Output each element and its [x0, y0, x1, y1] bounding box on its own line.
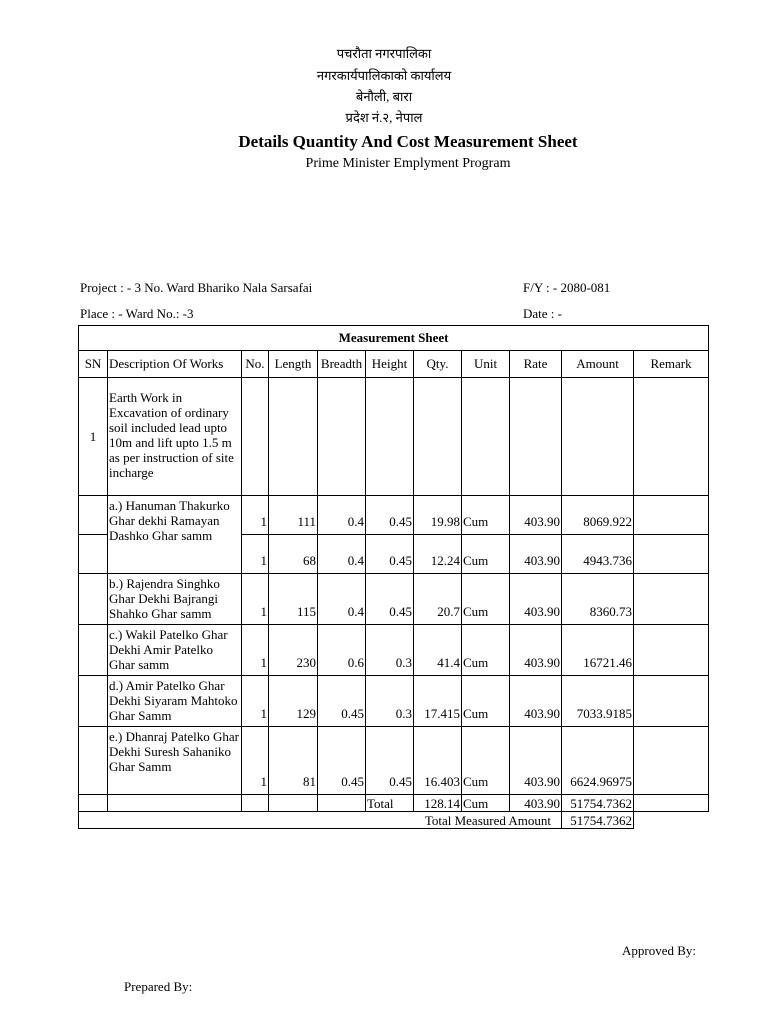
empty-cell [318, 795, 366, 812]
height-cell: 0.45 [366, 727, 414, 795]
remark-cell [634, 676, 709, 727]
qty-cell: 19.98 [414, 496, 462, 535]
height-cell: 0.45 [366, 535, 414, 574]
remark-cell [634, 625, 709, 676]
column-header: Description Of Works [108, 351, 242, 378]
remark-cell [634, 535, 709, 574]
sn-cell [79, 574, 108, 625]
measurement-row [79, 574, 709, 625]
column-header: Unit [462, 351, 510, 378]
office-department: नगरकार्यपालिकाको कार्यालय [316, 68, 452, 83]
amount-cell: 8069.922 [562, 496, 634, 535]
remark-cell [634, 496, 709, 535]
breadth-cell: 0.4 [318, 496, 366, 535]
empty-cell [242, 795, 269, 812]
office-province: प्रदेश नं.२, नेपाल [345, 110, 423, 125]
amount-cell: 4943.736 [562, 535, 634, 574]
total-row [79, 795, 709, 812]
sn-cell [79, 496, 108, 535]
rate-cell: 403.90 [510, 727, 562, 795]
no-cell: 1 [242, 727, 269, 795]
measurement-row [79, 727, 709, 795]
grand-total-amount: 51754.7362 [562, 812, 634, 829]
item-serial: 1 [79, 378, 108, 496]
length-cell: 81 [269, 727, 318, 795]
sn-cell [79, 676, 108, 727]
work-description: b.) Rajendra Singhko Ghar Dekhi Bajrangi Shahko Ghar samm [108, 574, 242, 625]
column-header: Qty. [414, 351, 462, 378]
total-label: Total [366, 795, 414, 812]
no-cell: 1 [242, 676, 269, 727]
rate-cell: 403.90 [510, 574, 562, 625]
unit-cell: Cum [462, 676, 510, 727]
project-label: Project : - 3 No. Ward Bhariko Nala Sarsafai [80, 280, 313, 295]
qty-cell: 12.24 [414, 535, 462, 574]
unit-cell: Cum [462, 496, 510, 535]
length-cell: 68 [269, 535, 318, 574]
grand-total-label: Total Measured Amount [79, 812, 562, 829]
column-header: Rate [510, 351, 562, 378]
no-cell: 1 [242, 625, 269, 676]
breadth-cell: 0.6 [318, 625, 366, 676]
column-header: Remark [634, 351, 709, 378]
rate-cell: 403.90 [510, 535, 562, 574]
unit-cell: Cum [462, 535, 510, 574]
rate-cell: 403.90 [510, 676, 562, 727]
item-row [79, 378, 709, 496]
work-description: e.) Dhanraj Patelko Ghar Dekhi Suresh Sahaniko Ghar Samm [108, 727, 242, 795]
column-header: Amount [562, 351, 634, 378]
work-description: d.) Amir Patelko Ghar Dekhi Siyaram Mahtoko Ghar Samm [108, 676, 242, 727]
unit-cell: Cum [462, 727, 510, 795]
measurement-row [79, 676, 709, 727]
unit-cell: Cum [462, 574, 510, 625]
total-qty: 128.14 [414, 795, 462, 812]
sn-cell [79, 625, 108, 676]
measurement-table [78, 325, 709, 829]
length-cell: 230 [269, 625, 318, 676]
qty-cell: 41.4 [414, 625, 462, 676]
breadth-cell: 0.45 [318, 676, 366, 727]
measurement-row [79, 625, 709, 676]
date-label: Date : - [523, 306, 562, 321]
column-header: SN [79, 351, 108, 378]
fiscal-year-label: F/Y : - 2080-081 [523, 280, 611, 295]
breadth-cell: 0.45 [318, 727, 366, 795]
no-cell: 1 [242, 535, 269, 574]
amount-cell: 8360.73 [562, 574, 634, 625]
column-header: Breadth [318, 351, 366, 378]
rate-cell: 403.90 [510, 625, 562, 676]
table-header-row [79, 351, 709, 378]
length-cell: 115 [269, 574, 318, 625]
column-header: Height [366, 351, 414, 378]
empty-cell [79, 795, 108, 812]
no-cell: 1 [242, 496, 269, 535]
empty-cell [634, 795, 709, 812]
breadth-cell: 0.4 [318, 535, 366, 574]
empty-cell [269, 795, 318, 812]
height-cell: 0.45 [366, 574, 414, 625]
item-description: Earth Work in Excavation of ordinary soil included lead upto 10m and lift upto 1.5 m as per instruction of site incharge [108, 378, 242, 496]
height-cell: 0.3 [366, 676, 414, 727]
height-cell: 0.3 [366, 625, 414, 676]
rate-cell: 403.90 [510, 496, 562, 535]
amount-cell: 6624.96975 [562, 727, 634, 795]
grand-total-row [79, 812, 709, 829]
document-title: Details Quantity And Cost Measurement Sheet [238, 132, 578, 151]
amount-cell: 7033.9185 [562, 676, 634, 727]
unit-cell: Cum [462, 625, 510, 676]
total-amount: 51754.7362 [562, 795, 634, 812]
prepared-by-label: Prepared By: [124, 979, 193, 994]
qty-cell: 20.7 [414, 574, 462, 625]
total-rate: 403.90 [510, 795, 562, 812]
column-header: Length [269, 351, 318, 378]
work-description: a.) Hanuman Thakurko Ghar dekhi Ramayan Dashko Ghar samm [108, 496, 242, 574]
length-cell: 129 [269, 676, 318, 727]
breadth-cell: 0.4 [318, 574, 366, 625]
remark-cell [634, 727, 709, 795]
amount-cell: 16721.46 [562, 625, 634, 676]
qty-cell: 16.403 [414, 727, 462, 795]
total-unit: Cum [462, 795, 510, 812]
column-header: No. [242, 351, 269, 378]
approved-by-label: Approved By: [622, 943, 697, 958]
sn-cell [79, 535, 108, 574]
office-name: पचरौता नगरपालिका [336, 46, 432, 61]
measurement-row [79, 496, 709, 535]
document-subtitle: Prime Minister Emplyment Program [305, 156, 511, 171]
no-cell: 1 [242, 574, 269, 625]
qty-cell: 17.415 [414, 676, 462, 727]
remark-cell [634, 574, 709, 625]
height-cell: 0.45 [366, 496, 414, 535]
place-label: Place : - Ward No.: -3 [80, 306, 194, 321]
work-description: c.) Wakil Patelko Ghar Dekhi Amir Patelko Ghar samm [108, 625, 242, 676]
length-cell: 111 [269, 496, 318, 535]
sn-cell [79, 727, 108, 795]
office-location: बेनौली, बारा [355, 89, 413, 104]
empty-cell [108, 795, 242, 812]
empty-cell [634, 812, 709, 829]
table-caption: Measurement Sheet [79, 326, 709, 351]
